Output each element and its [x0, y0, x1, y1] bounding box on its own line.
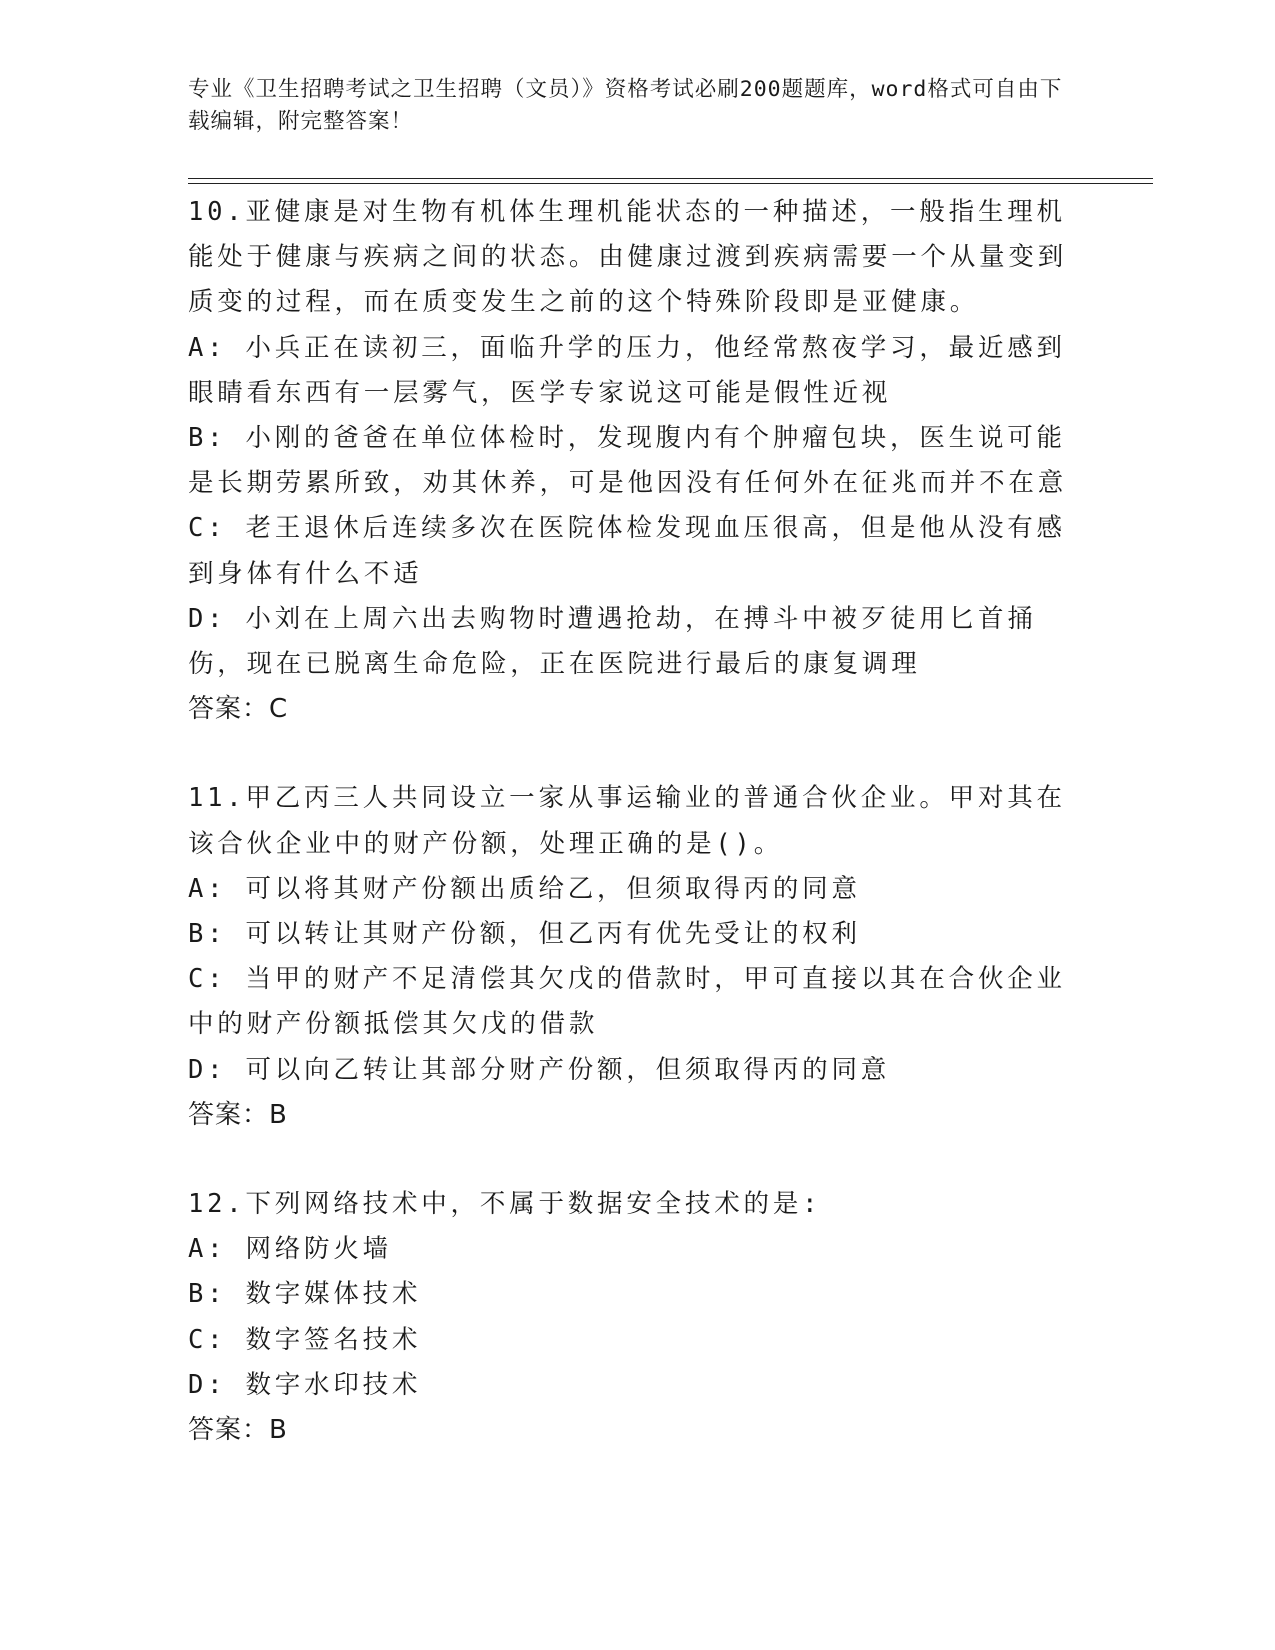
question-10	[188, 190, 1078, 732]
option-b: B: 数字媒体技术	[188, 1279, 422, 1310]
question-spacer	[188, 732, 1078, 776]
question-stem: 12.下列网络技术中，不属于数据安全技术的是:	[188, 1189, 822, 1220]
option-d: D: 可以向乙转让其部分财产份额，但须取得丙的同意	[188, 1054, 891, 1085]
answer: 答案：C	[188, 694, 289, 725]
option-a: A: 小兵正在读初三，面临升学的压力，他经常熬夜学习，最近感到眼睛看东西有一层雾气，医学专家说这可能是假性近视	[188, 332, 1066, 408]
option-a: A: 网络防火墙	[188, 1234, 392, 1265]
option-d: D: 数字水印技术	[188, 1369, 422, 1400]
question-stem: 11.甲乙丙三人共同设立一家从事运输业的普通合伙企业。甲对其在该合伙企业中的财产份额，处理正确的是()。	[188, 783, 1066, 859]
answer: 答案：B	[188, 1415, 288, 1446]
header-divider-bottom	[188, 183, 1153, 184]
option-d: D: 小刘在上周六出去购物时遭遇抢劫，在搏斗中被歹徒用匕首捅伤，现在已脱离生命危险，正在医院进行最后的康复调理	[188, 603, 1037, 680]
option-c: C: 数字签名技术	[188, 1324, 422, 1355]
question-list	[188, 190, 1078, 1453]
question-stem: 10.亚健康是对生物有机体生理机能状态的一种描述，一般指生理机能处于健康与疾病之间的状态。由健康过渡到疾病需要一个从量变到质变的过程，而在质变发生之前的这个特殊阶段即是亚健康。	[188, 197, 1068, 318]
answer: 答案：B	[188, 1099, 288, 1130]
option-c: C: 当甲的财产不足清偿其欠戊的借款时，甲可直接以其在合伙企业中的财产份额抵偿其欠戊的借款	[188, 964, 1066, 1040]
option-b: B: 可以转让其财产份额，但乙丙有优先受让的权利	[188, 919, 861, 950]
option-a: A: 可以将其财产份额出质给乙，但须取得丙的同意	[188, 873, 861, 904]
question-11	[188, 776, 1078, 1138]
question-12	[188, 1182, 1078, 1453]
header-divider-top	[188, 178, 1153, 179]
question-spacer	[188, 1138, 1078, 1182]
option-b: B: 小刚的爸爸在单位体检时，发现腹内有个肿瘤包块，医生说可能是长期劳累所致，劝其休养，可是他因没有任何外在征兆而并不在意	[188, 423, 1068, 499]
document-header: 专业《卫生招聘考试之卫生招聘（文员）》资格考试必刷200题题库，word格式可自由下载编辑，附完整答案！	[188, 77, 1063, 134]
option-c: C: 老王退休后连续多次在医院体检发现血压很高，但是他从没有感到身体有什么不适	[188, 513, 1066, 589]
